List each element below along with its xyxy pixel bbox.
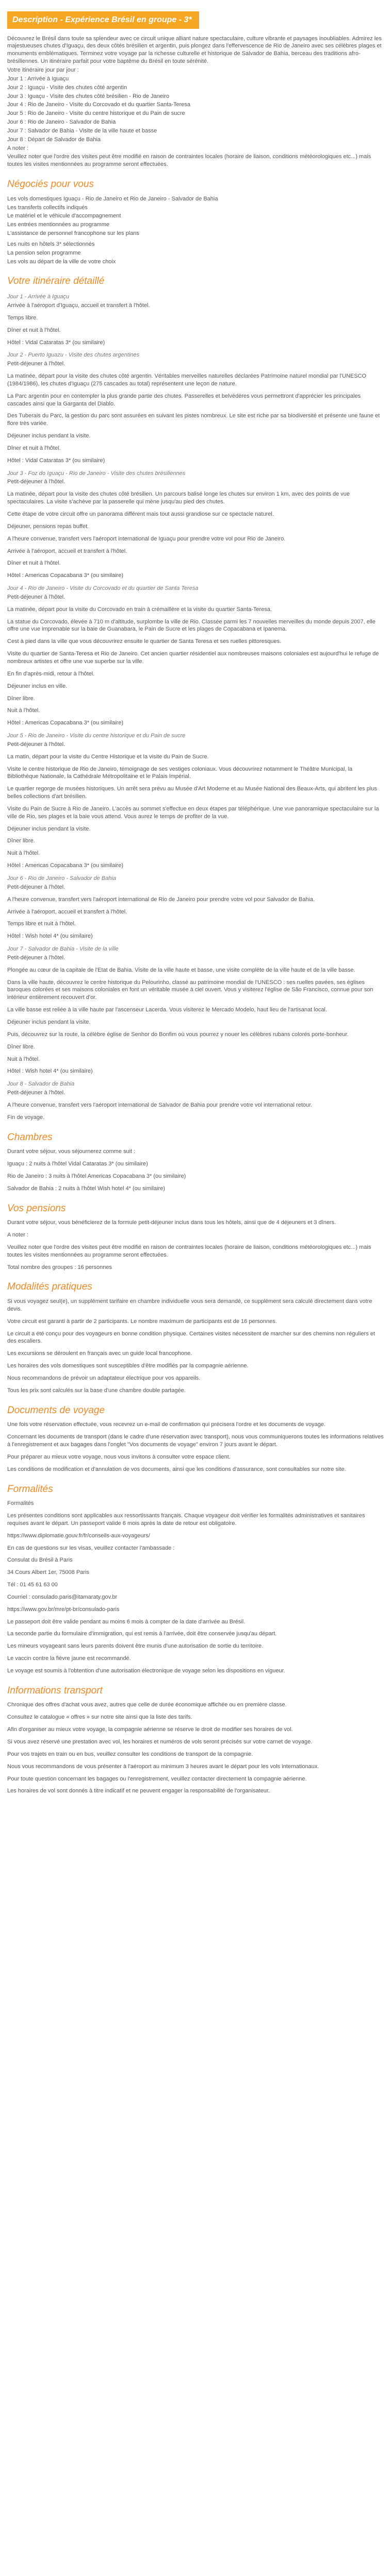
- day-block: [7, 470, 384, 580]
- day-paragraph: Temps libre.: [7, 314, 38, 321]
- formalites-section: [7, 1483, 384, 1675]
- day-block: [7, 875, 384, 940]
- day-paragraph: Petit-déjeuner à l'hôtel.: [7, 741, 66, 748]
- day-title: Jour 8 - Salvador de Bahia: [7, 1081, 75, 1088]
- itinerary-heading: Votre itinéraire détaillé: [7, 276, 105, 287]
- transport-line: Les horaires de vol sont donnés à titre indicatif et ne peuvent engager la responsabilité de l'organisateur.: [7, 1788, 270, 1794]
- practical-line: Si vous voyagez seul(e), un supplément tarifaire en chambre individuelle vous sera demandé, ce supplément sera calculé directement dans votre devis.: [7, 1298, 372, 1312]
- included-item: Les transferts collectifs indiqués: [7, 204, 88, 211]
- infos-section: [7, 1684, 384, 1795]
- day-title: Jour 4 - Rio de Janeiro - Visite du Corcovado et du quartier de Santa Teresa: [7, 585, 199, 592]
- day-paragraph: A l'heure convenue, transfert vers l'aéroport international de Iguaçu pour prendre votre vol pour Rio de Janeiro.: [7, 535, 286, 542]
- formality-line: Formalités: [7, 1500, 34, 1507]
- day-paragraph: Petit-déjeuner à l'hôtel.: [7, 1090, 66, 1096]
- included-item: La pension selon programme: [7, 249, 81, 256]
- intro-line: Jour 1 : Arrivée à Iguaçu: [7, 75, 69, 82]
- day-title: Jour 6 - Rio de Janeiro - Salvador de Bahia: [7, 875, 116, 882]
- day-paragraph: Fin de voyage.: [7, 1114, 45, 1121]
- day-paragraph: Hôtel : Vidal Cataratas 3* (ou similaire): [7, 339, 105, 346]
- intro-line: Découvrez le Brésil dans toute sa splendeur avec ce circuit unique alliant nature spectaculaire, culture vibrante et paysages inoubliables. Admirez les majestueuses chutes d'Iguaçu, des deux côtés brésilien et argentin, puis plongez dans l'effervescence de Rio de Janeiro avec ses célèbres plages et monuments emblématiques. Terminez votre voyage par la richesse culturelle et historique de Salvador de Bahia, berceau des traditions afro-brésiliennes. Un itinéraire parfait pour votre baptême du Brésil en toute sérénité.: [7, 35, 382, 65]
- day-title: Jour 1 - Arrivée à Iguaçu: [7, 294, 70, 300]
- intro-line: Jour 3 : Iguaçu - Visite des chutes côté brésilien - Rio de Janeiro: [7, 93, 170, 99]
- modalites-section: [7, 1280, 384, 1394]
- transport-line: Afin d'organiser au mieux votre voyage, la compagnie aérienne se réserve le droit de modifier ses horaires de vol.: [7, 1726, 293, 1733]
- room-line: Salvador de Bahia : 2 nuits à l'hôtel Wish hotel 4* (ou similaire): [7, 1185, 165, 1192]
- formality-line: Courriel : consulado.paris@itamaraty.gov.br: [7, 1594, 118, 1600]
- intro-line: Jour 5 : Rio de Janeiro - Visite du centre historique et du Pain de sucre: [7, 110, 185, 117]
- formality-line: Le passeport doit être valide pendant au moins 6 mois à compter de la date d'arrivée au Brésil.: [7, 1618, 246, 1625]
- documents-section: [7, 1404, 384, 1473]
- pension-line: Durant votre séjour, vous bénéficierez de la formule petit-déjeuner inclus dans tous les hôtels, ainsi que de 4 déjeuners et 3 dîners.: [7, 1219, 336, 1226]
- documents-heading: Documents de voyage: [7, 1404, 105, 1416]
- day-paragraph: Hôtel : Wish hotel 4* (ou similaire): [7, 933, 93, 940]
- room-line: Rio de Janeiro : 3 nuits à l'hôtel Americas Copacabana 3* (ou similaire): [7, 1173, 186, 1179]
- day-paragraph: La ville basse est reliée à la ville haute par l'ascenseur Lacerda. Vous visiterez le Mercado Modelo, haut lieu de l'artisanat local.: [7, 1007, 327, 1013]
- day-block: [7, 945, 384, 1075]
- practical-line: Tous les prix sont calculés sur la base d'une chambre double partagée.: [7, 1387, 186, 1394]
- day-block: [7, 732, 384, 870]
- formalites-heading: Formalités: [7, 1483, 53, 1495]
- day-paragraph: Visite le centre historique de Rio de Janeiro, témoignage de ses vestiges coloniaux. Vous découvrirez notamment le Théâtre Municipal, la Bibliothèque Nationale, la Cathédrale Métropolitaine et le Palais Impérial.: [7, 766, 353, 780]
- pension-line: Total nombre des groupes : 16 personnes: [7, 1264, 112, 1270]
- day-paragraph: Petit-déjeuner à l'hôtel.: [7, 361, 66, 367]
- pension-line: A noter :: [7, 1232, 28, 1239]
- day-paragraph: Visite du Pain de Sucre à Rio de Janeiro. L'accès au sommet s'effectue en deux étapes par téléphérique. Une vue panoramique spectaculaire sur la ville de Rio, ses plages et la baie vous attend. Vous aurez le temps de profiter de la vue.: [7, 805, 379, 820]
- negocies-section: [7, 178, 384, 265]
- day-paragraph: Dîner libre.: [7, 1043, 35, 1050]
- pension-line: Veuillez noter que l'ordre des visites peut être modifié en raison de contraintes locales (horaire de liaison, conditions météorologiques etc...) mais toutes les visites mentionnées au programme seront effectuées.: [7, 1244, 371, 1258]
- formality-line: Le vaccin contre la fièvre jaune est recommandé.: [7, 1655, 131, 1662]
- formality-line: Consulat du Brésil à Paris: [7, 1557, 73, 1564]
- infos-heading: Informations transport: [7, 1685, 103, 1696]
- modalites-heading: Modalités pratiques: [7, 1281, 92, 1293]
- day-block: [7, 293, 384, 346]
- formality-line: La seconde partie du formulaire d'immigration, qui est remis à l'arrivée, doit être conservée jusqu'au départ.: [7, 1631, 277, 1637]
- day-paragraph: La statue du Corcovado, élevée à 710 m d'altitude, surplombe la ville de Rio. Classée parmi les 7 nouvelles merveilles du monde depuis 2007, elle offre une vue imprenable sur la baie de Guanabara, le Pain de Sucre et les plages de Copacabana et Ipanema.: [7, 618, 376, 633]
- formality-line: Le voyage est soumis à l'obtention d'une autorisation électronique de voyage selon les dispositions en vigueur.: [7, 1667, 285, 1674]
- page-title: Description - Expérience Brésil en groupe - 3*: [7, 11, 199, 29]
- day-paragraph: Nuit à l'hôtel.: [7, 1056, 40, 1062]
- day-title: Jour 7 - Salvador de Bahia - Visite de la ville: [7, 946, 119, 953]
- formality-line: En cas de questions sur les visas, veuillez contacter l'ambassade :: [7, 1545, 175, 1551]
- intro-line: Jour 8 : Départ de Salvador de Bahia: [7, 136, 101, 143]
- prestations-section: [7, 1202, 384, 1272]
- practical-line: Les horaires des vols domestiques sont susceptibles d'être modifiés par la compagnie aérienne.: [7, 1363, 249, 1369]
- transport-line: Consultez le catalogue « offres » sur notre site ainsi que la liste des tarifs.: [7, 1714, 192, 1721]
- day-title: Jour 3 - Foz do Iguaçu - Rio de Janeiro - Visite des chutes brésiliennes: [7, 470, 186, 477]
- day-paragraph: Hôtel : Americas Copacabana 3* (ou similaire): [7, 572, 123, 579]
- formality-line: https://www.diplomatie.gouv.fr/fr/conseils-aux-voyageurs/: [7, 1532, 150, 1539]
- day-paragraph: La matinée, départ pour la visite des chutes côté brésilien. Un parcours balisé longe les chutes sur environ 1 km, avec des points de vue spectaculaires. La visite s'achève par la passerelle qui mène jusqu'au pied des chutes.: [7, 491, 350, 505]
- included-item: Les vols domestiques Iguaçu - Rio de Janeiro et Rio de Janeiro - Salvador de Bahia: [7, 195, 218, 202]
- day-paragraph: A l'heure convenue, transfert vers l'aéroport international de Salvador de Bahia pour prendre votre vol international retour.: [7, 1101, 313, 1108]
- day-paragraph: Dîner et nuit à l'hôtel.: [7, 445, 61, 451]
- transport-line: Chronique des offres d'achat vous avez, autres que celle de durée économique affichée ou en première classe.: [7, 1702, 287, 1708]
- itinerary-section: [7, 275, 384, 1121]
- day-paragraph: Puis, découvrez sur la route, la célèbre église de Senhor do Bonfim où vous pourrez y nouer les célèbres rubans colorés porte-bonheur.: [7, 1031, 349, 1038]
- included-item: Les vols au départ de la ville de votre choix: [7, 258, 116, 265]
- day-paragraph: Le quartier regorge de musées historiques. Un arrêt sera prévu au Musée d'Art Moderne et au Musée National des Beaux-Arts, qui abritent les plus belles collections d'art brésilien.: [7, 786, 377, 800]
- day-paragraph: Nuit à l'hôtel.: [7, 850, 40, 857]
- day-paragraph: En fin d'après-midi, retour à l'hôtel.: [7, 670, 95, 677]
- day-paragraph: Plongée au cœur de la capitale de l'Etat de Bahia. Visite de la ville haute et basse, une visite complète de la ville haute et de la ville basse.: [7, 967, 355, 973]
- day-paragraph: Arrivée à l'aéroport, accueil et transfert à l'hôtel.: [7, 548, 127, 554]
- formality-line: Les présentes conditions sont applicables aux ressortissants français. Chaque voyageur doit vérifier les formalités administratives et sanitaires requises avant le départ. Un passeport valide 6 mois après la date de retour est obligatoire.: [7, 1513, 365, 1527]
- chambres-heading: Chambres: [7, 1131, 53, 1143]
- day-paragraph: Petit-déjeuner à l'hôtel.: [7, 594, 66, 600]
- day-paragraph: Visite du quartier de Santa-Teresa et Rio de Janeiro. Cet ancien quartier résidentiel aux nombreuses maisons coloniales est aujourd'hui le refuge de nombreux artistes et offre une vue superbe sur la ville.: [7, 651, 379, 665]
- day-paragraph: Hôtel : Americas Copacabana 3* (ou similaire): [7, 720, 123, 726]
- day-block: [7, 1080, 384, 1121]
- negocies-heading: Négociés pour vous: [7, 179, 94, 190]
- day-paragraph: La matin, départ pour la visite du Centre Historique et la visite du Pain de Sucre.: [7, 753, 209, 760]
- day-paragraph: Petit-déjeuner à l'hôtel.: [7, 884, 66, 890]
- transport-line: Nous vous recommandons de vous présenter à l'aéroport au minimum 3 heures avant le départ pour les vols internationaux.: [7, 1763, 319, 1770]
- day-paragraph: Petit-déjeuner à l'hôtel.: [7, 954, 66, 961]
- day-paragraph: La matinée, départ pour la visite des chutes côté argentin. Véritables merveilles naturelles déclarées Patrimoine naturel mondial par l'UNESCO (1984/1986), les chutes d'Iguaçu (275 cascades au total) représentent une leçon de nature.: [7, 373, 367, 387]
- intro-section: [7, 35, 384, 169]
- day-block: [7, 585, 384, 727]
- day-paragraph: Petit-déjeuner à l'hôtel.: [7, 479, 66, 485]
- room-line: Iguaçu : 2 nuits à l'hôtel Vidal Cataratas 3* (ou similaire): [7, 1161, 148, 1167]
- included-item: Le matériel et le véhicule d'accompagnement: [7, 213, 121, 219]
- formality-line: 34 Cours Albert 1er, 75008 Paris: [7, 1569, 89, 1576]
- included-item: Les nuits en hôtels 3* sélectionnés: [7, 241, 95, 247]
- day-paragraph: La matinée, départ pour la visite du Corcovado en train à crémaillère et la visite du quartier Santa-Teresa.: [7, 606, 272, 613]
- day-paragraph: Dans la ville haute, découvrez le centre historique du Pelourinho, classé au patrimoine mondial de l'UNESCO : ses ruelles pavées, ses églises baroques colorées et ses maisons coloniales en font un véritable musée à ciel ouvert. Vous y visiterez l'église de São Francisco, connue pour son intérieur entièrement recouvert d'or.: [7, 979, 373, 1001]
- day-paragraph: Hôtel : Americas Copacabana 3* (ou similaire): [7, 862, 123, 869]
- day-title: Jour 2 - Puerto Iguazu - Visite des chutes argentines: [7, 352, 139, 359]
- day-paragraph: Hôtel : Vidal Cataratas 3* (ou similaire): [7, 457, 105, 464]
- intro-line: Jour 2 : Iguaçu - Visite des chutes côté argentin: [7, 84, 127, 91]
- day-paragraph: Dîner et nuit à l'hôtel.: [7, 560, 61, 567]
- day-paragraph: Dîner libre.: [7, 838, 35, 844]
- day-title: Jour 5 - Rio de Janeiro - Visite du centre historique et du Pain de sucre: [7, 733, 186, 739]
- intro-line: Jour 6 : Rio de Janeiro - Salvador de Bahia: [7, 119, 116, 126]
- day-paragraph: Dîner libre.: [7, 695, 35, 702]
- day-paragraph: Déjeuner inclus pendant la visite.: [7, 1019, 91, 1025]
- day-paragraph: Cette étape de votre circuit offre un panorama différent mais tout aussi grandiose sur ce spectacle naturel.: [7, 511, 274, 517]
- prestations-heading: Vos pensions: [7, 1202, 66, 1214]
- formality-line: https://www.gov.br/mre/pt-br/consulado-paris: [7, 1606, 120, 1613]
- day-paragraph: Déjeuner inclus pendant la visite.: [7, 825, 91, 832]
- day-paragraph: Cest à pied dans la ville que vous découvrirez ensuite le quartier de Santa Teresa et ses ruelles pittoresques.: [7, 638, 282, 645]
- included-item: Les entrées mentionnées au programme: [7, 222, 110, 228]
- transport-line: Si vous avez réservé une prestation avec vol, les horaires et numéros de vols seront précisés sur votre carnet de voyage.: [7, 1739, 313, 1745]
- day-paragraph: Hôtel : Wish hotel 4* (ou similaire): [7, 1068, 93, 1075]
- document-line: Les conditions de modification et d'annulation de vos documents, ainsi que les conditions d'assurance, sont consultables sur notre site.: [7, 1466, 346, 1472]
- intro-line: Jour 4 : Rio de Janeiro - Visite du Corcovado et du quartier Santa-Teresa: [7, 101, 191, 108]
- intro-line: Veuillez noter que l'ordre des visites peut être modifié en raison de contraintes locales (horaire de liaison, conditions météorologiques etc...) mais toutes les visites mentionnées au programme seront effectuées.: [7, 154, 371, 168]
- day-block: [7, 351, 384, 464]
- transport-line: Pour toute question concernant les bagages ou l'enregistrement, veuillez contacter directement la compagnie aérienne.: [7, 1775, 307, 1782]
- intro-line: Votre itinéraire jour par jour :: [7, 66, 79, 73]
- day-paragraph: Des Tuberais du Parc, la gestion du parc sont assurées en suivant les pistes nombreux. Le site est riche par sa biodiversité et présente une faune et flore très variée.: [7, 413, 380, 427]
- day-paragraph: Déjeuner inclus pendant la visite.: [7, 433, 91, 439]
- formality-line: Tél : 01 45 61 63 00: [7, 1582, 58, 1588]
- document-line: Pour préparer au mieux votre voyage, nous vous invitons à consulter votre espace client.: [7, 1453, 231, 1460]
- day-paragraph: Déjeuner inclus en ville.: [7, 683, 68, 689]
- intro-line: A noter :: [7, 145, 28, 151]
- formality-line: Les mineurs voyageant sans leurs parents doivent être munis d'une autorisation de sortie du territoire.: [7, 1643, 264, 1650]
- room-line: Durant votre séjour, vous séjournerez comme suit :: [7, 1148, 136, 1155]
- day-paragraph: Déjeuner, pensions repas buffet.: [7, 523, 89, 530]
- transport-line: Pour vos trajets en train ou en bus, veuillez consulter les conditions de transport de la compagnie.: [7, 1751, 253, 1757]
- included-item: L'assistance de personnel francophone sur les plans: [7, 230, 139, 237]
- day-paragraph: Temps libre et nuit à l'hôtel.: [7, 921, 76, 927]
- practical-line: Les excursions se déroulent en français avec un guide local francophone.: [7, 1350, 192, 1357]
- day-paragraph: La Parc argentin pour en contempler la plus grande partie des chutes. Passerelles et belvédères vous permettront d'apprécier les principales cascades ainsi que la Garganta del Diablo.: [7, 393, 361, 407]
- intro-line: Jour 7 : Salvador de Bahia - Visite de la ville haute et basse: [7, 127, 157, 134]
- practical-line: Le circuit a été conçu pour des voyageurs en bonne condition physique. Certaines visites nécessitent de marcher sur des chemins non réguliers et des escaliers.: [7, 1330, 375, 1345]
- practical-line: Nous recommandons de prévoir un adaptateur électrique pour vos appareils.: [7, 1375, 201, 1381]
- day-paragraph: Nuit à l'hôtel.: [7, 707, 40, 714]
- document-line: Concernant les documents de transport (dans le cadre d'une réservation avec transport), nous vous communiquerons toutes les informations relatives à l'enregistrement et aux bagages dans l'onglet "Vos documents de voyage" environ 7 jours avant le départ.: [7, 1434, 384, 1448]
- day-paragraph: Arrivée à l'aéroport d'Iguaçu, accueil et transfert à l'hôtel.: [7, 302, 150, 309]
- chambres-section: [7, 1131, 384, 1193]
- document-line: Une fois votre réservation effectuée, vous recevrez un e-mail de confirmation qui précisera l'ordre et les documents de voyage.: [7, 1421, 325, 1428]
- day-paragraph: Arrivée à l'aéroport, accueil et transfert à l'hôtel.: [7, 908, 127, 915]
- day-paragraph: A l'heure convenue, transfert vers l'aéroport international de Rio de Janeiro pour prendre votre vol pour Salvador de Bahia.: [7, 896, 315, 903]
- practical-line: Votre circuit est garanti à partir de 2 participants. Le nombre maximum de participants est de 16 personnes.: [7, 1318, 277, 1325]
- day-paragraph: Dîner et nuit à l'hôtel.: [7, 327, 61, 333]
